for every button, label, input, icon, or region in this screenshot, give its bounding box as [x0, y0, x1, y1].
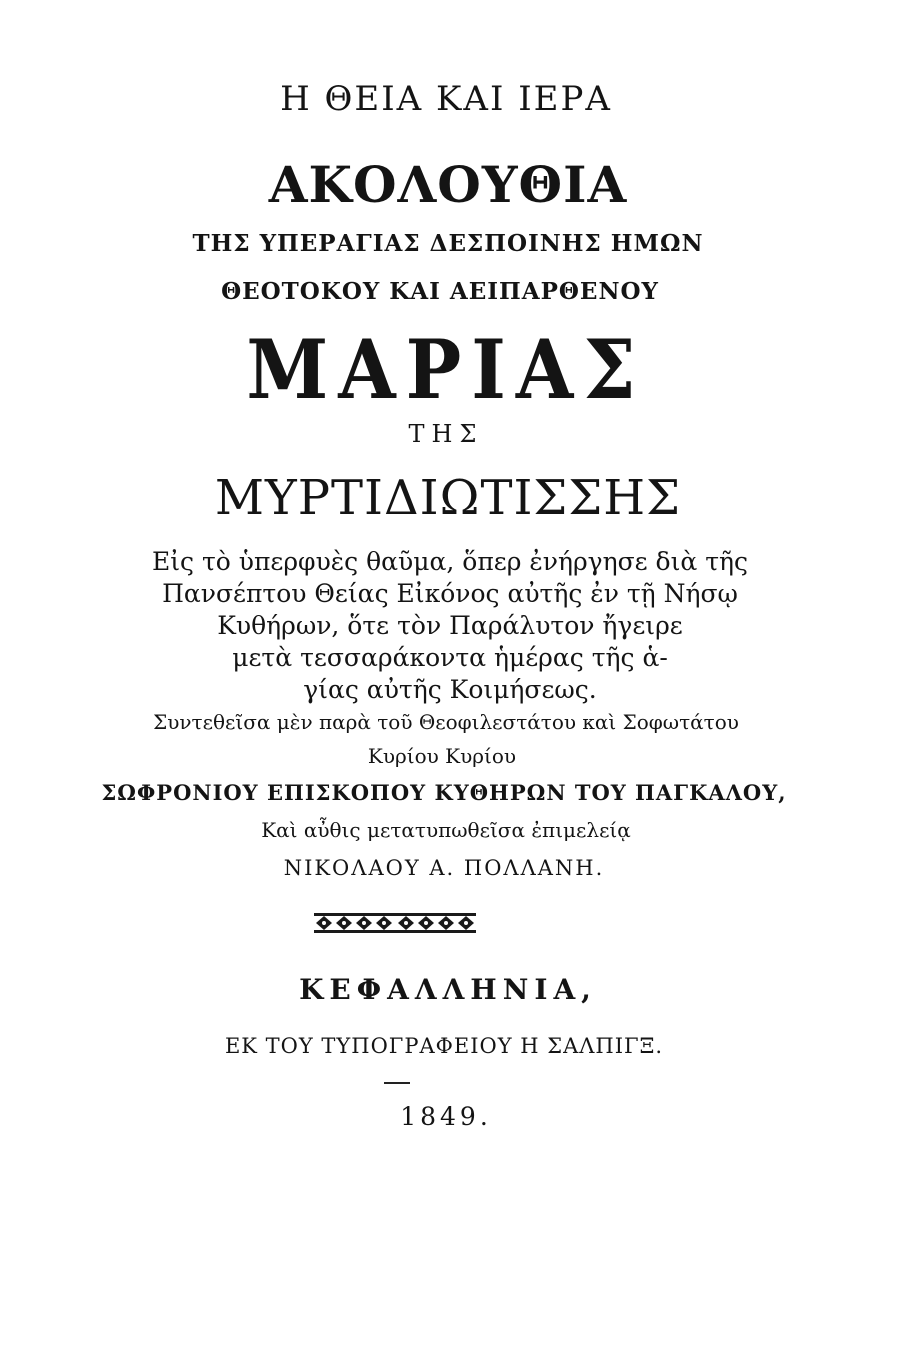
title-akolouthia: ΑΚΟΛΟΥΘΙΑ — [268, 155, 628, 214]
title-marias: ΜΑΡΙΑΣ — [246, 323, 646, 418]
title-myrtidiotissis: ΜΥΡΤΙΔΙΩΤΙΣΣΗΣ — [214, 470, 682, 526]
publication-place: ΚΕΦΑΛΛΗΝΙΑ, — [299, 973, 597, 1006]
description-paragraph — [0, 546, 900, 706]
ornament-icon — [314, 910, 476, 936]
publication-year: 1849. — [400, 1102, 492, 1131]
composed-by-title: Κυρίου Κυρίου — [367, 744, 517, 768]
author-name: ΣΩΦΡΟΝΙΟΥ ΕΠΙΣΚΟΠΟΥ ΚΥΘΗΡΩΝ ΤΟΥ ΠΑΓΚΑΛΟΥ, — [101, 780, 787, 805]
subtitle-line-1: ΤΗΣ ΥΠΕΡΑΓΙΑΣ ΔΕΣΠΟΙΝΗΣ ΗΜΩΝ — [192, 230, 704, 257]
paragraph-line: μετὰ τεσσαράκοντα ἡμέρας τῆς ἁ- — [232, 643, 668, 672]
editor-name: ΝΙΚΟΛΑΟΥ Α. ΠΟΛΛΑΝΗ. — [283, 856, 605, 880]
paragraph-line: Κυθήρων, ὅτε τὸν Παράλυτον ἤγειρε — [217, 611, 683, 640]
printer-line: ΕΚ ΤΟΥ ΤΥΠΟΓΡΑΦΕΙΟΥ Η ΣΑΛΠΙΓΞ. — [224, 1034, 664, 1058]
title-line-1: Η ΘΕΙΑ ΚΑΙ ΙΕΡΑ — [280, 79, 612, 119]
paragraph-line: Εἰς τὸ ὑπερφυὲς θαῦμα, ὅπερ ἐνήργησε διὰ τῆς — [151, 547, 749, 576]
paragraph-line: γίας αὐτῆς Κοιμήσεως. — [303, 675, 597, 704]
divider-rule — [384, 1082, 410, 1084]
title-tis: ΤΗΣ — [408, 420, 484, 448]
republished-line: Καὶ αὖθις μετατυπωθεῖσα ἐπιμελείᾳ — [261, 818, 631, 842]
subtitle-line-2: ΘΕΟΤΟΚΟΥ ΚΑΙ ΑΕΙΠΑΡΘΕΝΟΥ — [221, 278, 659, 305]
composed-by-line: Συντεθεῖσα μὲν παρὰ τοῦ Θεοφιλεστάτου καὶ Σοφωτάτου — [153, 710, 739, 734]
paragraph-line: Πανσέπτου Θείας Εἰκόνος αὐτῆς ἐν τῇ Νήσῳ — [162, 579, 738, 608]
